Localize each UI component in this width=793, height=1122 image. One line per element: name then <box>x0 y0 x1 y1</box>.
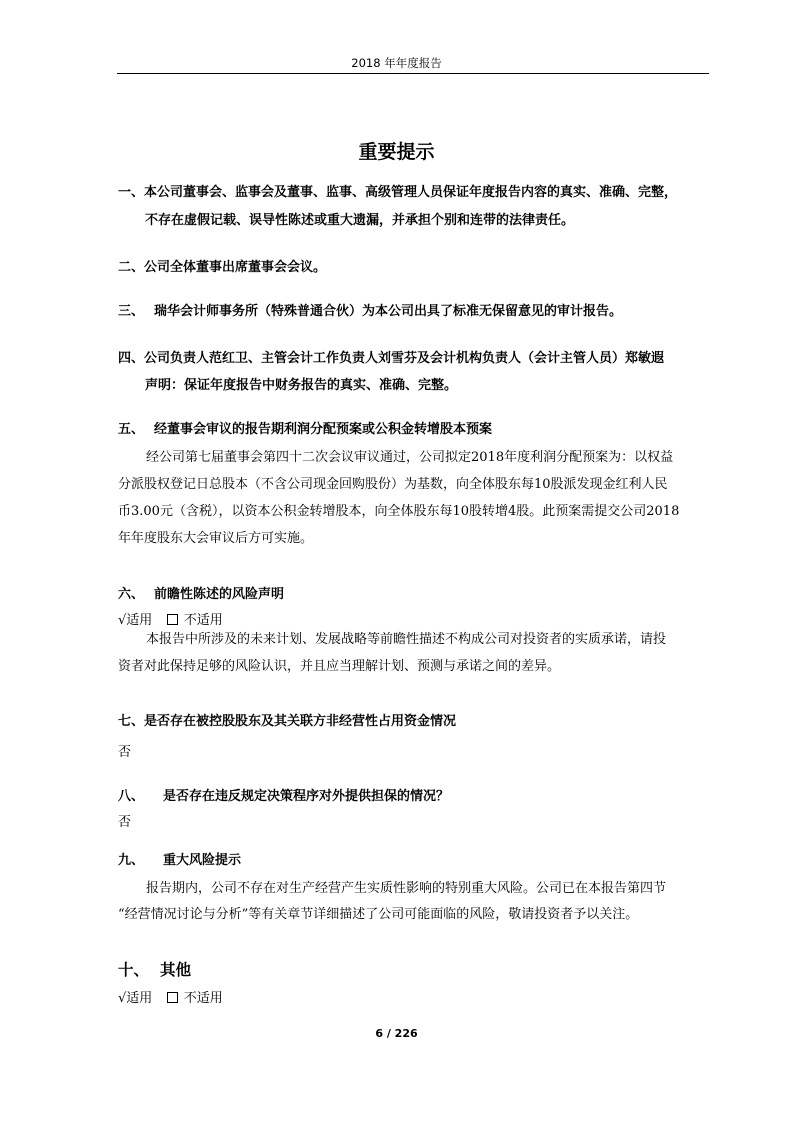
section-5-paragraph-line-3: 币3.00元（含税），以资本公积金转增股本，向全体股东每10股转增4股。此预案需提交公司2018 <box>118 504 680 519</box>
page-title: 重要提示 <box>358 141 435 163</box>
section-8-number: 八、 <box>118 789 145 804</box>
section-9-paragraph-line-1: 报告期内，公司不存在对生产经营产生实质性影响的特别重大风险。公司已在本报告第四节 <box>146 881 667 896</box>
section-5-paragraph-line-4: 年年度股东大会审议后方可实施。 <box>118 531 314 546</box>
section-5-title: 经董事会审议的报告期利润分配预案或公积金转增股本预案 <box>154 422 493 437</box>
section-6-paragraph-line-1: 本报告中所涉及的未来计划、发展战略等前瞻性描述不构成公司对投资者的实质承诺，请投 <box>146 632 667 647</box>
section-3-text: 瑞华会计师事务所（特殊普通合伙）为本公司出具了标准无保留意见的审计报告。 <box>154 304 623 319</box>
applicable-check: √适用 <box>118 613 153 628</box>
section-10-title: 其他 <box>160 961 192 979</box>
section-9-paragraph-line-2: “经营情况讨论与分析”等有关章节详细描述了公司可能面临的风险，敬请投资者予以关注。 <box>118 907 639 922</box>
page-header: 2018 年年度报告 <box>351 56 442 70</box>
section-10-number: 十、 <box>118 961 150 979</box>
section-7: 七、是否存在被控股股东及其关联方非经营性占用资金情况 <box>118 714 457 729</box>
section-2: 二、公司全体董事出席董事会会议。 <box>118 260 327 275</box>
section-6-title: 前瞻性陈述的风险声明 <box>154 587 285 602</box>
section-5-number: 五、 <box>118 422 145 437</box>
section-1-line-2: 不存在虚假记载、误导性陈述或重大遗漏，并承担个别和连带的法律责任。 <box>145 213 575 228</box>
not-applicable-label: 不适用 <box>183 991 223 1006</box>
section-7-answer: 否 <box>118 745 132 760</box>
section-10-applicability <box>118 987 223 1006</box>
section-3-number: 三、 <box>118 304 145 319</box>
checkbox-icon <box>167 614 178 625</box>
section-6-number: 六、 <box>118 587 145 602</box>
section-4-line-1: 四、公司负责人范红卫、主管会计工作负责人刘雪芬及会计机构负责人（会计主管人员）郑敏遐 <box>118 351 665 366</box>
page-number: 6 / 226 <box>375 1027 418 1040</box>
section-1-line-1: 一、本公司董事会、监事会及董事、监事、高级管理人员保证年度报告内容的真实、准确、完整， <box>118 185 678 200</box>
section-6-paragraph-line-2: 资者对此保持足够的风险认识，并且应当理解计划、预测与承诺之间的差异。 <box>118 659 561 674</box>
section-9-title: 重大风险提示 <box>163 853 242 868</box>
section-9-number: 九、 <box>118 853 145 868</box>
section-6-applicability <box>118 609 223 628</box>
section-5-paragraph-line-1: 经公司第七届董事会第四十二次会议审议通过，公司拟定2018年度利润分配预案为：以权益 <box>146 450 674 465</box>
applicable-check: √适用 <box>118 991 153 1006</box>
section-8-answer: 否 <box>118 815 132 830</box>
section-5-paragraph-line-2: 分派股权登记日总股本（不含公司现金回购股份）为基数，向全体股东每10股派发现金红利人民 <box>118 477 668 492</box>
checkbox-icon <box>167 992 178 1003</box>
not-applicable-label: 不适用 <box>183 613 223 628</box>
header-rule <box>117 73 709 74</box>
section-8-title: 是否存在违反规定决策程序对外提供担保的情况？ <box>163 789 450 804</box>
section-4-line-2: 声明：保证年度报告中财务报告的真实、准确、完整。 <box>145 378 458 393</box>
